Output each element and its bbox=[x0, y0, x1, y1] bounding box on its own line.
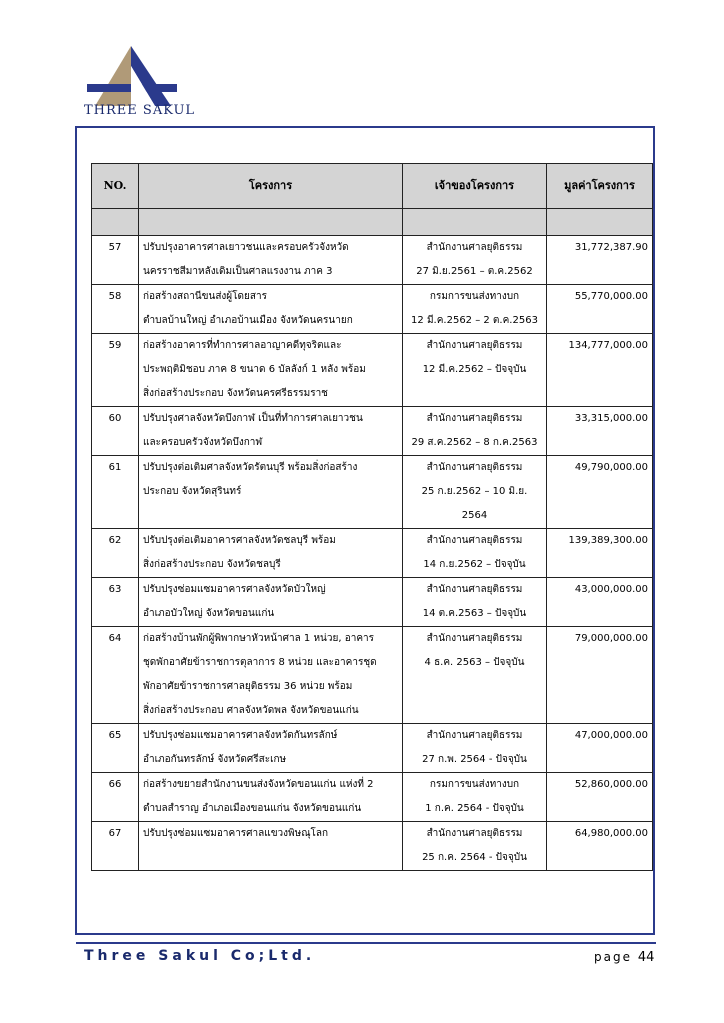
cell-project bbox=[139, 236, 403, 285]
table-row bbox=[92, 627, 653, 724]
project-line: ก่อสร้างอาคารที่ทำการศาลอาญาคดีทุจริตและ bbox=[143, 340, 342, 351]
cell-no: 62 bbox=[92, 529, 139, 578]
table-row bbox=[92, 456, 653, 529]
cell-value: 31,772,387.90 bbox=[547, 236, 653, 285]
project-line: ตำบลบ้านใหญ่ อำเภอบ้านเมือง จังหวัดนครนายก bbox=[143, 315, 353, 326]
cell-value: 134,777,000.00 bbox=[547, 334, 653, 407]
owner-line: 14 ก.ย.2562 – ปัจจุบัน bbox=[423, 559, 526, 570]
cell-value: 43,000,000.00 bbox=[547, 578, 653, 627]
cell-project bbox=[139, 334, 403, 407]
project-line: พักอาศัยข้าราชการศาลยุติธรรม 36 หน่วย พร้อม bbox=[143, 681, 353, 692]
owner-line: 27 มิ.ย.2561 – ต.ค.2562 bbox=[416, 266, 533, 277]
table-row bbox=[92, 578, 653, 627]
owner-line: 14 ต.ค.2563 – ปัจจุบัน bbox=[422, 608, 527, 619]
owner-line: 12 มี.ค.2562 – ปัจจุบัน bbox=[422, 364, 527, 375]
header-spacer-row bbox=[92, 209, 653, 236]
cell-value: 49,790,000.00 bbox=[547, 456, 653, 529]
table-row bbox=[92, 236, 653, 285]
cell-project bbox=[139, 456, 403, 529]
cell-value: 139,389,300.00 bbox=[547, 529, 653, 578]
project-line: ปรับปรุงซ่อมแซมอาคารศาลจังหวัดกันทรลักษ์ bbox=[143, 730, 338, 741]
owner-line: กรมการขนส่งทางบก bbox=[429, 779, 520, 790]
project-line: ปรับปรุงอาคารศาลเยาวชนและครอบครัวจังหวัด bbox=[143, 242, 349, 253]
cell-value: 79,000,000.00 bbox=[547, 627, 653, 724]
owner-line: สำนักงานศาลยุติธรรม bbox=[426, 413, 523, 424]
spacer-cell bbox=[403, 209, 547, 236]
spacer-cell bbox=[92, 209, 139, 236]
owner-line: สำนักงานศาลยุติธรรม bbox=[426, 828, 523, 839]
project-line: ปรับปรุงต่อเติมศาลจังหวัดรัตนบุรี พร้อมสิ่งก่อสร้าง bbox=[143, 462, 358, 473]
cell-project bbox=[139, 578, 403, 627]
footer-rule bbox=[76, 942, 656, 944]
project-line: ปรับปรุงศาลจังหวัดบึงกาฬ เป็นที่ทำการศาลเยาวชน bbox=[143, 413, 363, 424]
spacer-cell bbox=[139, 209, 403, 236]
project-line: ปรับปรุงต่อเติมอาคารศาลจังหวัดชลบุรี พร้อม bbox=[143, 535, 336, 546]
project-line: อำเภอบัวใหญ่ จังหวัดขอนแก่น bbox=[143, 608, 275, 619]
cell-project bbox=[139, 285, 403, 334]
cell-no: 64 bbox=[92, 627, 139, 724]
cell-no: 61 bbox=[92, 456, 139, 529]
owner-line: 25 ก.ค. 2564 - ปัจจุบัน bbox=[422, 852, 527, 863]
cell-value: 55,770,000.00 bbox=[547, 285, 653, 334]
cell-no: 59 bbox=[92, 334, 139, 407]
table-row bbox=[92, 407, 653, 456]
project-line: สิ่งก่อสร้างประกอบ จังหวัดชลบุรี bbox=[143, 559, 281, 570]
project-line: ก่อสร้างบ้านพักผู้พิพากษาหัวหน้าศาล 1 หน่วย, อาคาร bbox=[143, 633, 375, 644]
cell-owner bbox=[403, 822, 547, 871]
owner-line: สำนักงานศาลยุติธรรม bbox=[426, 584, 523, 595]
project-line: สิ่งก่อสร้างประกอบ ศาลจังหวัดพล จังหวัดขอนแก่น bbox=[143, 705, 359, 716]
cell-project bbox=[139, 773, 403, 822]
cell-value: 52,860,000.00 bbox=[547, 773, 653, 822]
spacer-cell bbox=[547, 209, 653, 236]
project-line: และครอบครัวจังหวัดบึงกาฬ bbox=[143, 437, 263, 448]
table-row bbox=[92, 822, 653, 871]
cell-owner bbox=[403, 456, 547, 529]
footer-company: Three Sakul Co;Ltd. bbox=[84, 948, 316, 964]
cell-owner bbox=[403, 773, 547, 822]
page-label: page bbox=[594, 950, 632, 964]
cell-owner bbox=[403, 407, 547, 456]
cell-project bbox=[139, 529, 403, 578]
cell-project bbox=[139, 627, 403, 724]
projects-table bbox=[91, 163, 653, 871]
project-line: ก่อสร้างสถานีขนส่งผู้โดยสาร bbox=[143, 291, 267, 302]
cell-no: 58 bbox=[92, 285, 139, 334]
owner-line: 12 มี.ค.2562 – 2 ต.ค.2563 bbox=[411, 315, 538, 326]
table-row bbox=[92, 529, 653, 578]
cell-no: 67 bbox=[92, 822, 139, 871]
cell-value: 64,980,000.00 bbox=[547, 822, 653, 871]
project-line: ปรับปรุงซ่อมแซมอาคารศาลจังหวัดบัวใหญ่ bbox=[143, 584, 326, 595]
owner-line: 29 ส.ค.2562 – 8 ก.ค.2563 bbox=[411, 437, 538, 448]
cell-project bbox=[139, 407, 403, 456]
table-header-row bbox=[92, 164, 653, 209]
logo-left-triangle bbox=[95, 46, 131, 106]
owner-line: กรมการขนส่งทางบก bbox=[429, 291, 520, 302]
cell-owner bbox=[403, 334, 547, 407]
project-line: ชุดพักอาศัยข้าราชการตุลาการ 8 หน่วย และอาคารชุด bbox=[143, 657, 377, 668]
owner-line: สำนักงานศาลยุติธรรม bbox=[426, 730, 523, 741]
owner-line: สำนักงานศาลยุติธรรม bbox=[426, 462, 523, 473]
cell-project bbox=[139, 822, 403, 871]
table-row bbox=[92, 773, 653, 822]
cell-value: 33,315,000.00 bbox=[547, 407, 653, 456]
cell-no: 60 bbox=[92, 407, 139, 456]
project-line: สิ่งก่อสร้างประกอบ จังหวัดนครศรีธรรมราช bbox=[143, 388, 328, 399]
project-line: ตำบลสำราญ อำเภอเมืองขอนแก่น จังหวัดขอนแก่น bbox=[143, 803, 362, 814]
project-line: ประพฤติมิชอบ ภาค 8 ขนาด 6 บัลลังก์ 1 หลัง พร้อม bbox=[143, 364, 366, 375]
owner-line: สำนักงานศาลยุติธรรม bbox=[426, 535, 523, 546]
header-value: มูลค่าโครงการ bbox=[547, 164, 653, 209]
cell-no: 57 bbox=[92, 236, 139, 285]
owner-line: สำนักงานศาลยุติธรรม bbox=[426, 242, 523, 253]
project-line: ปรับปรุงซ่อมแซมอาคารศาลแขวงพิษณุโลก bbox=[143, 828, 329, 839]
project-line: นครราชสีมาหลังเดิมเป็นศาลแรงงาน ภาค 3 bbox=[143, 266, 333, 277]
cell-owner bbox=[403, 285, 547, 334]
cell-no: 63 bbox=[92, 578, 139, 627]
footer-page bbox=[594, 950, 654, 965]
table-row bbox=[92, 285, 653, 334]
owner-line: 1 ก.ค. 2564 - ปัจจุบัน bbox=[425, 803, 524, 814]
cell-value: 47,000,000.00 bbox=[547, 724, 653, 773]
cell-no: 65 bbox=[92, 724, 139, 773]
cell-owner bbox=[403, 236, 547, 285]
cell-no: 66 bbox=[92, 773, 139, 822]
project-line: ประกอบ จังหวัดสุรินทร์ bbox=[143, 486, 242, 497]
owner-line: 25 ก.ย.2562 – 10 มิ.ย. bbox=[421, 486, 528, 497]
owner-line: สำนักงานศาลยุติธรรม bbox=[426, 340, 523, 351]
logo-text: THREE SAKUL bbox=[84, 103, 196, 118]
cell-owner bbox=[403, 529, 547, 578]
header-no: NO. bbox=[92, 164, 139, 209]
owner-line: 27 ก.พ. 2564 - ปัจจุบัน bbox=[422, 754, 527, 765]
header-project: โครงการ bbox=[139, 164, 403, 209]
owner-line: 2564 bbox=[461, 510, 488, 521]
cell-owner bbox=[403, 578, 547, 627]
owner-line: สำนักงานศาลยุติธรรม bbox=[426, 633, 523, 644]
cell-owner bbox=[403, 627, 547, 724]
owner-line: 4 ธ.ค. 2563 – ปัจจุบัน bbox=[424, 657, 525, 668]
cell-owner bbox=[403, 724, 547, 773]
project-line: ก่อสร้างขยายสำนักงานขนส่งจังหวัดขอนแก่น แห่งที่ 2 bbox=[143, 779, 374, 790]
page-number: 44 bbox=[637, 950, 655, 965]
table-row bbox=[92, 724, 653, 773]
project-line: อำเภอกันทรลักษ์ จังหวัดศรีสะเกษ bbox=[143, 754, 287, 765]
header-owner: เจ้าของโครงการ bbox=[403, 164, 547, 209]
table-row bbox=[92, 334, 653, 407]
cell-project bbox=[139, 724, 403, 773]
